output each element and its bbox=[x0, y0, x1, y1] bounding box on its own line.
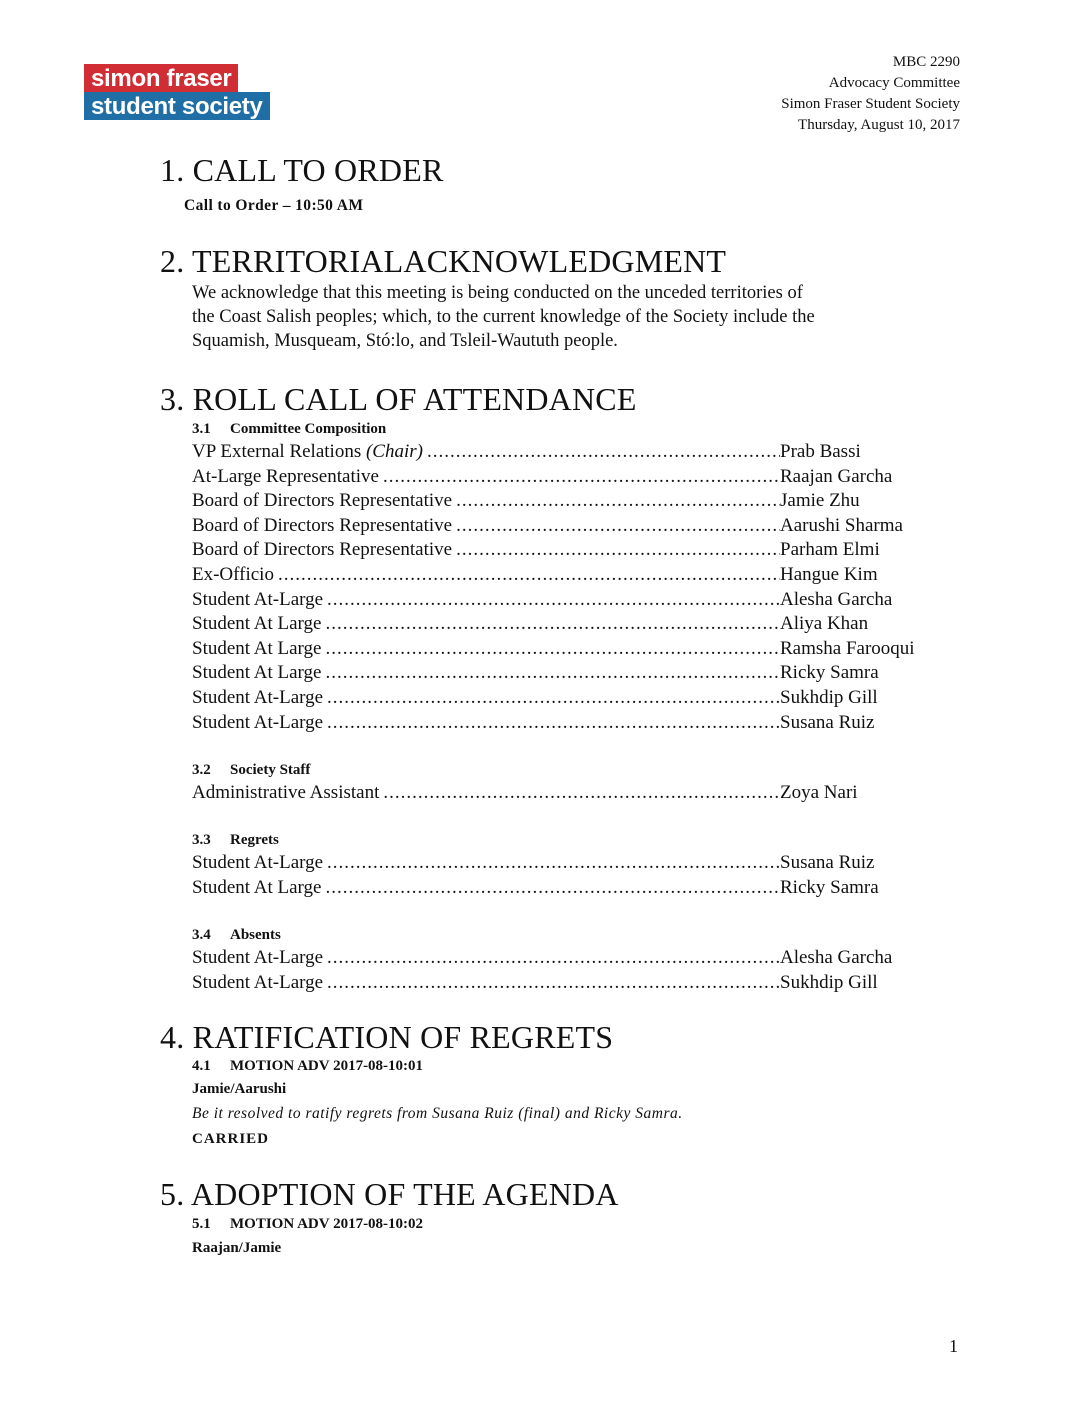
roster-role-text: Student At-Large bbox=[192, 852, 324, 873]
roster-row bbox=[192, 781, 952, 806]
roster-role-text: Student At-Large bbox=[192, 588, 324, 610]
roster-role bbox=[192, 563, 274, 588]
subsection-number: 3.4 bbox=[192, 927, 211, 943]
roster-name: Alesha Garcha bbox=[780, 947, 893, 968]
ack-line: the Coast Salish peoples; which, to the current knowledge of the Society include the bbox=[192, 307, 815, 327]
roster-name: Sukhdip Gill bbox=[780, 971, 878, 993]
roster-role bbox=[192, 440, 423, 465]
dot-leader bbox=[323, 711, 780, 736]
motion-4-1-result: CARRIED bbox=[192, 1131, 270, 1147]
roster-role-text: Board of Directors Representative bbox=[192, 514, 453, 536]
motion-id: MOTION ADV 2017-08-10:01 bbox=[230, 1058, 424, 1074]
roster-row bbox=[192, 514, 952, 539]
roster-role bbox=[192, 489, 452, 514]
roster-name: Zoya Nari bbox=[780, 782, 858, 803]
motion-id: MOTION ADV 2017-08-10:02 bbox=[230, 1216, 424, 1232]
call-to-order-text: Call to Order – 10:50 AM bbox=[184, 197, 364, 214]
roster-row bbox=[192, 851, 952, 876]
roster-name: Raajan Garcha bbox=[780, 465, 893, 487]
subsection-3-2 bbox=[192, 762, 310, 779]
subsection-label: Society Staff bbox=[230, 762, 311, 778]
roster-role bbox=[192, 946, 323, 971]
meeting-room: MBC 2290 bbox=[892, 54, 960, 70]
section-4-heading: 4. RATIFICATION OF REGRETS bbox=[160, 1019, 614, 1055]
roster-role-text: Student At-Large bbox=[192, 686, 324, 708]
dot-leader bbox=[323, 686, 780, 711]
roster-name: Hangue Kim bbox=[780, 563, 878, 585]
roster-role-qualifier: (Chair) bbox=[365, 441, 423, 462]
roster-role-text: Student At Large bbox=[192, 613, 322, 635]
roster-row bbox=[192, 612, 952, 637]
document-header bbox=[781, 52, 960, 136]
roster-row bbox=[192, 637, 952, 662]
committee-composition-list bbox=[192, 440, 952, 735]
meeting-date: Thursday, August 10, 2017 bbox=[798, 117, 960, 133]
dot-leader bbox=[323, 946, 780, 971]
dot-leader bbox=[323, 851, 780, 876]
roster-row bbox=[192, 563, 952, 588]
roster-role bbox=[192, 612, 321, 637]
dot-leader bbox=[321, 612, 780, 637]
motion-5-1-movers: Raajan/Jamie bbox=[192, 1240, 282, 1256]
motion-number: 5.1 bbox=[192, 1216, 211, 1232]
society-staff-list bbox=[192, 781, 952, 806]
subsection-3-1 bbox=[192, 421, 386, 438]
motion-4-1-resolution: Be it resolved to ratify regrets from Susana Ruiz (final) and Ricky Samra. bbox=[192, 1105, 683, 1122]
dot-leader bbox=[321, 637, 780, 662]
roster-name: Susana Ruiz bbox=[780, 852, 875, 873]
dot-leader bbox=[274, 563, 780, 588]
roster-row bbox=[192, 465, 952, 490]
section-1-heading: 1. CALL TO ORDER bbox=[160, 152, 444, 188]
roster-role-text: Board of Directors Representative bbox=[192, 539, 453, 561]
roster-row bbox=[192, 711, 952, 736]
logo-line-1: simon fraser bbox=[84, 64, 238, 92]
roster-row bbox=[192, 538, 952, 563]
subsection-number: 3.2 bbox=[192, 762, 211, 778]
section-3-heading: 3. ROLL CALL OF ATTENDANCE bbox=[160, 381, 637, 417]
roster-name: Ricky Samra bbox=[780, 876, 879, 898]
dot-leader bbox=[323, 588, 780, 613]
dot-leader bbox=[321, 661, 780, 686]
roster-row bbox=[192, 661, 952, 686]
roster-role bbox=[192, 686, 323, 711]
dot-leader bbox=[379, 465, 780, 490]
roster-row bbox=[192, 686, 952, 711]
roster-role-text: VP External Relations bbox=[192, 441, 366, 462]
roster-name: Alesha Garcha bbox=[780, 588, 893, 610]
subsection-label: Committee Composition bbox=[230, 421, 387, 437]
roster-name: Sukhdip Gill bbox=[780, 686, 878, 708]
subsection-3-4 bbox=[192, 927, 281, 944]
dot-leader bbox=[323, 971, 780, 996]
roster-role bbox=[192, 588, 323, 613]
dot-leader bbox=[321, 876, 780, 901]
roster-row bbox=[192, 946, 952, 971]
dot-leader bbox=[452, 514, 780, 539]
ack-line: Squamish, Musqueam, Stó:lo, and Tsleil-Waututh people. bbox=[192, 331, 618, 351]
motion-4-1-movers: Jamie/Aarushi bbox=[192, 1081, 287, 1097]
section-5-heading: 5. ADOPTION OF THE AGENDA bbox=[160, 1176, 619, 1212]
subsection-label: Regrets bbox=[230, 832, 279, 848]
roster-row bbox=[192, 489, 952, 514]
roster-role bbox=[192, 781, 379, 806]
dot-leader bbox=[452, 489, 780, 514]
roster-role-text: Ex-Officio bbox=[192, 563, 274, 585]
roster-row bbox=[192, 588, 952, 613]
ack-line: We acknowledge that this meeting is being conducted on the unceded territories of bbox=[192, 283, 803, 303]
roster-name: Ramsha Farooqui bbox=[780, 637, 915, 659]
roster-role-text: At-Large Representative bbox=[192, 465, 379, 487]
roster-name: Ricky Samra bbox=[780, 662, 879, 684]
dot-leader bbox=[452, 538, 780, 563]
roster-role bbox=[192, 538, 452, 563]
subsection-number: 3.3 bbox=[192, 832, 211, 848]
roster-role bbox=[192, 711, 323, 736]
subsection-number: 3.1 bbox=[192, 421, 211, 437]
roster-role bbox=[192, 876, 321, 901]
roster-role-text: Student At-Large bbox=[192, 711, 324, 733]
roster-name: Susana Ruiz bbox=[780, 711, 875, 733]
regrets-list bbox=[192, 851, 952, 900]
roster-name: Prab Bassi bbox=[780, 441, 861, 462]
roster-role-text: Student At Large bbox=[192, 662, 322, 684]
dot-leader bbox=[379, 781, 780, 806]
roster-name: Aarushi Sharma bbox=[780, 514, 903, 536]
organization-name: Simon Fraser Student Society bbox=[781, 96, 960, 112]
committee-name: Advocacy Committee bbox=[828, 75, 960, 91]
roster-row bbox=[192, 971, 952, 996]
roster-role bbox=[192, 514, 452, 539]
motion-4-1 bbox=[192, 1058, 423, 1075]
roster-role-text: Student At Large bbox=[192, 637, 322, 659]
roster-role bbox=[192, 661, 321, 686]
roster-role-text: Board of Directors Representative bbox=[192, 490, 453, 512]
subsection-3-3 bbox=[192, 832, 279, 849]
territorial-acknowledgment bbox=[192, 281, 952, 353]
roster-role bbox=[192, 465, 379, 490]
dot-leader bbox=[423, 440, 780, 465]
roster-name: Parham Elmi bbox=[780, 539, 880, 561]
section-2-heading: 2. TERRITORIALACKNOWLEDGMENT bbox=[160, 243, 727, 279]
roster-role-text: Student At-Large bbox=[192, 971, 324, 993]
logo-line-2: student society bbox=[84, 92, 270, 120]
roster-row bbox=[192, 876, 952, 901]
roster-role bbox=[192, 851, 323, 876]
subsection-label: Absents bbox=[230, 927, 281, 943]
roster-name: Aliya Khan bbox=[780, 613, 869, 635]
roster-name: Jamie Zhu bbox=[780, 490, 860, 512]
roster-role-text: Administrative Assistant bbox=[192, 782, 380, 803]
motion-5-1 bbox=[192, 1216, 423, 1233]
roster-role-text: Student At Large bbox=[192, 876, 322, 898]
motion-number: 4.1 bbox=[192, 1058, 211, 1074]
sfss-logo bbox=[84, 64, 270, 120]
roster-role bbox=[192, 637, 321, 662]
roster-row bbox=[192, 440, 952, 465]
absents-list bbox=[192, 946, 952, 995]
roster-role bbox=[192, 971, 323, 996]
page-number: 1 bbox=[949, 1336, 958, 1356]
roster-role-text: Student At-Large bbox=[192, 947, 324, 968]
